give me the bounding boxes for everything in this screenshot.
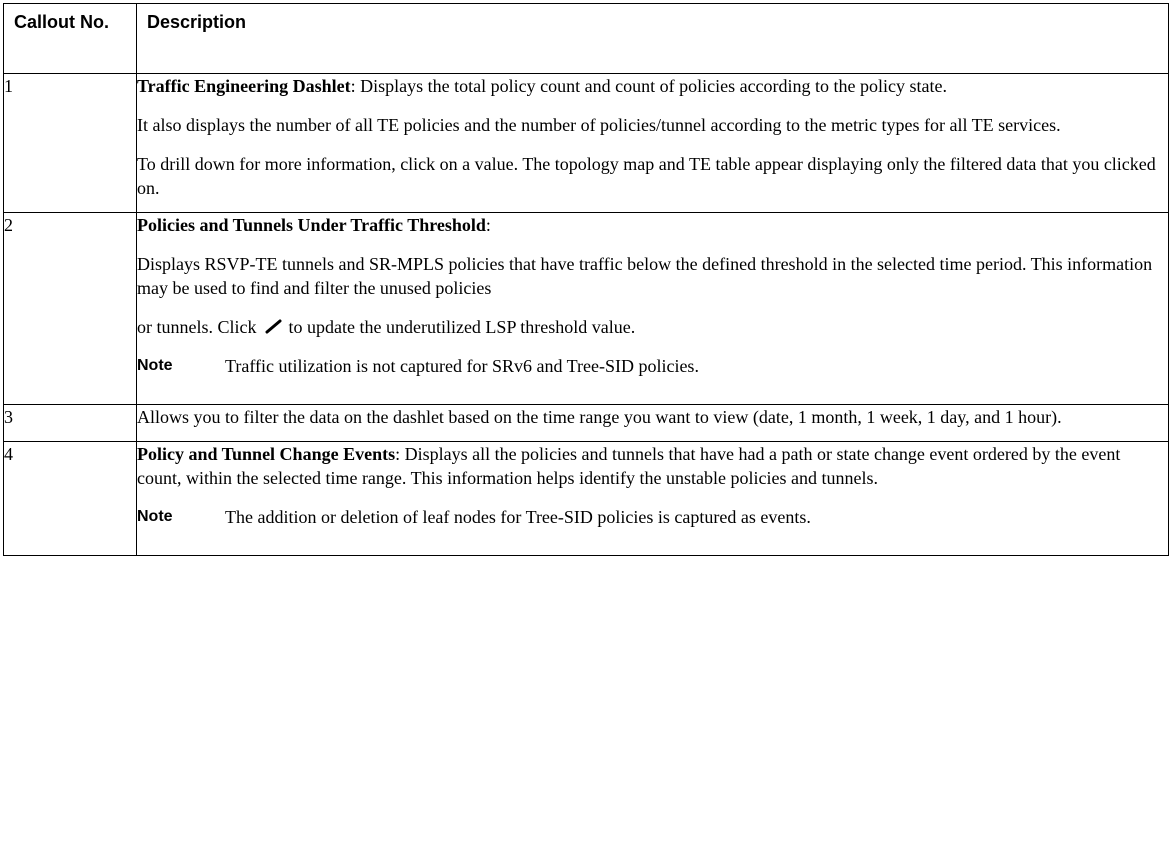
callout-table bbox=[3, 3, 1169, 556]
paragraph-text: or tunnels. Click bbox=[137, 317, 257, 337]
paragraph: Allows you to filter the data on the dashlet based on the time range you want to view (date, 1 month, 1 week, 1 day, and 1 hour). bbox=[137, 407, 1062, 427]
table-row bbox=[4, 405, 1169, 442]
table-row bbox=[4, 213, 1169, 405]
term-title: Policies and Tunnels Under Traffic Threshold bbox=[137, 215, 486, 235]
paragraph-text: : Displays the total policy count and count of policies according to the policy state. bbox=[350, 76, 948, 96]
term-title: Policy and Tunnel Change Events bbox=[137, 444, 396, 464]
paragraph bbox=[137, 74, 1168, 98]
pencil-icon bbox=[261, 317, 285, 335]
callout-number: 4 bbox=[4, 442, 137, 556]
note-label: Note bbox=[137, 508, 173, 525]
note-text: Traffic utilization is not captured for SRv6 and Tree-SID policies. bbox=[225, 356, 699, 376]
paragraph bbox=[137, 213, 1168, 237]
table-row bbox=[4, 442, 1169, 556]
header-row bbox=[4, 4, 1169, 74]
note bbox=[137, 505, 1168, 529]
paragraph bbox=[137, 442, 1168, 490]
paragraph-text: : bbox=[485, 215, 491, 235]
callout-description bbox=[137, 442, 1169, 556]
callout-number: 2 bbox=[4, 213, 137, 405]
note bbox=[137, 354, 1168, 378]
paragraph: Displays RSVP-TE tunnels and SR-MPLS policies that have traffic below the defined threshold in the selected time period. This information may be used to find and filter the unused policies bbox=[137, 254, 1153, 298]
callout-number: 3 bbox=[4, 405, 137, 442]
paragraph bbox=[137, 315, 1168, 339]
callout-description bbox=[137, 74, 1169, 213]
table-row bbox=[4, 74, 1169, 213]
paragraph: To drill down for more information, click on a value. The topology map and TE table appear displaying only the filtered data that you clicked on. bbox=[137, 154, 1156, 198]
term-title: Traffic Engineering Dashlet bbox=[137, 76, 351, 96]
paragraph: It also displays the number of all TE policies and the number of policies/tunnel according to the metric types for all TE services. bbox=[137, 115, 1061, 135]
header-description: Description bbox=[137, 4, 1169, 74]
callout-description bbox=[137, 213, 1169, 405]
note-text: The addition or deletion of leaf nodes for Tree-SID policies is captured as events. bbox=[225, 507, 811, 527]
paragraph-text: : Displays all the policies and tunnels that have had a path or state change event ordered by the event count, within the selected time range. This information helps identify the unstable policies and tunnels. bbox=[137, 444, 1121, 488]
paragraph-text: to update the underutilized LSP threshold value. bbox=[288, 317, 636, 337]
note-label: Note bbox=[137, 357, 173, 374]
header-callout-no: Callout No. bbox=[4, 4, 137, 74]
callout-description bbox=[137, 405, 1169, 442]
callout-number: 1 bbox=[4, 74, 137, 213]
